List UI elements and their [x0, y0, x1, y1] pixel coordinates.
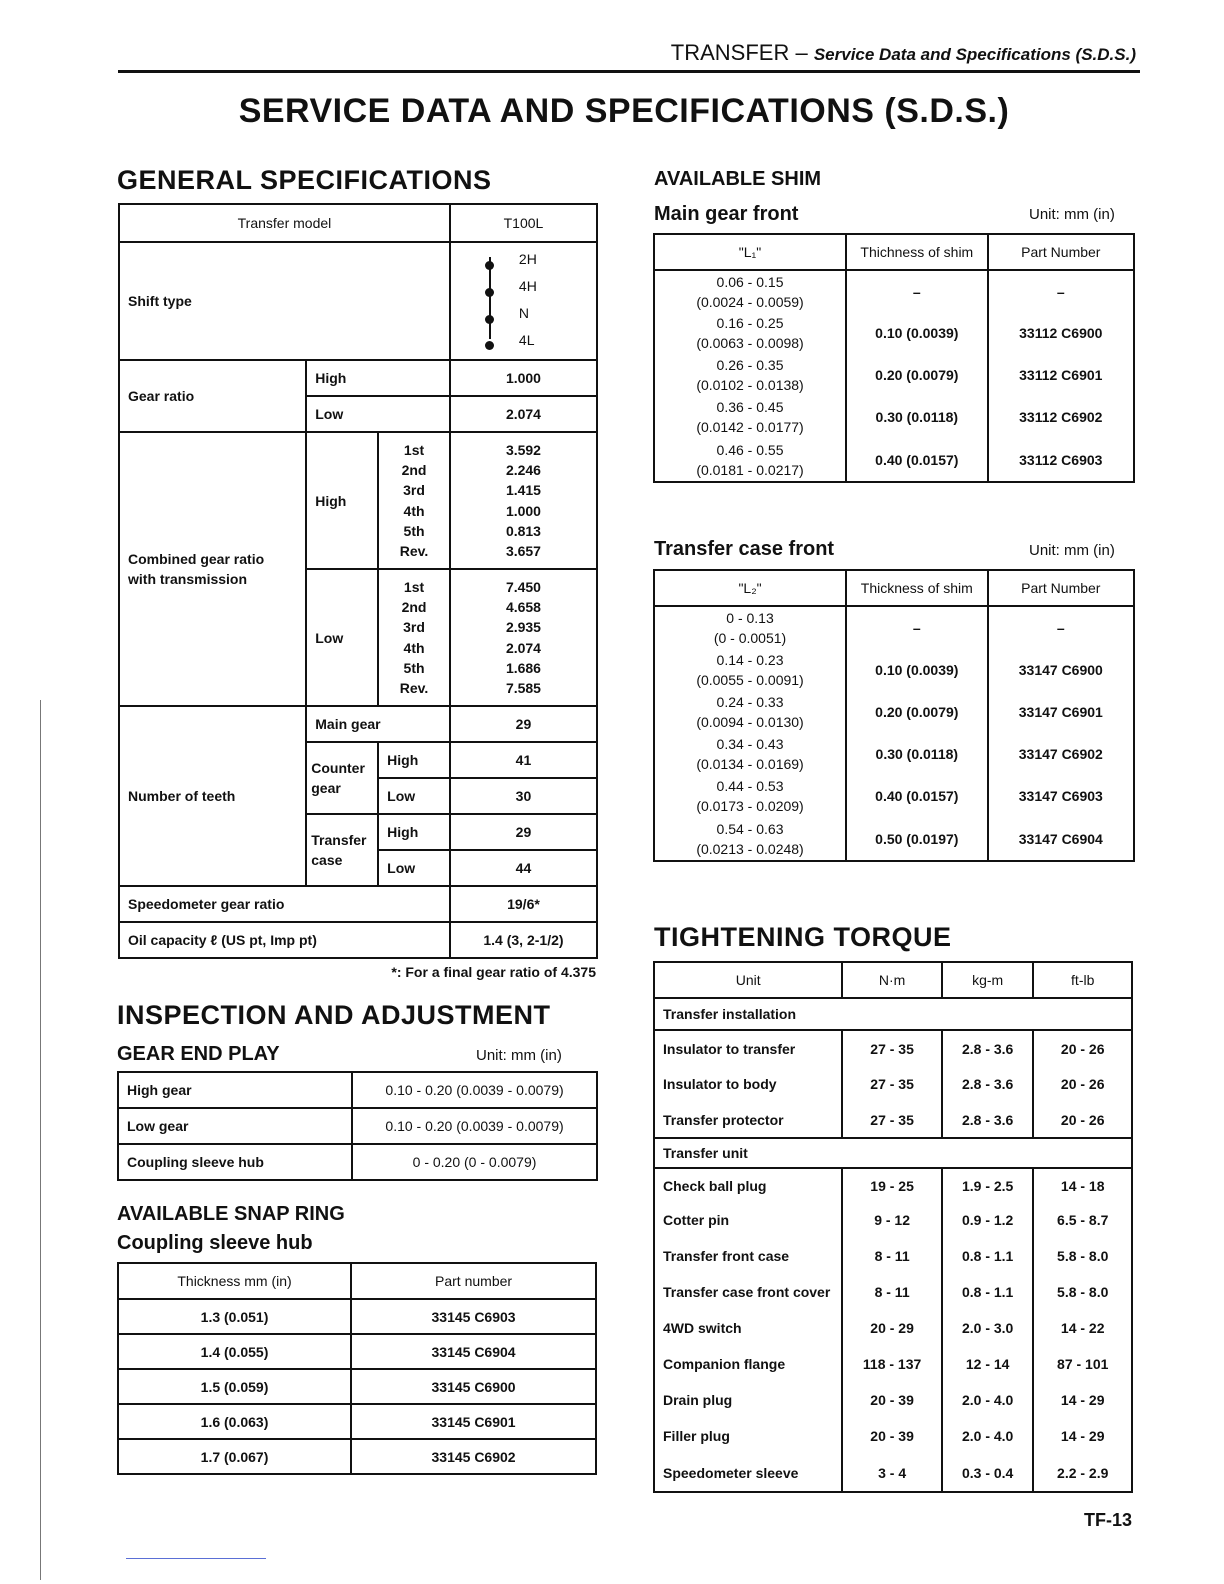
gear-ratio-low: 2.074 — [450, 396, 597, 432]
table-row — [118, 1439, 596, 1474]
transfer-case-high-value: 29 — [450, 814, 597, 850]
main-l1: 0.26 - 0.35 (0.0102 - 0.0138) — [654, 354, 846, 396]
main-l1: 0.16 - 0.25 (0.0063 - 0.0098) — [654, 312, 846, 354]
main-part: 33112 C6903 — [988, 438, 1134, 482]
case-l2: 0 - 0.13 (0 - 0.0051) — [654, 606, 846, 649]
snap-ring-thickness: 1.5 (0.059) — [118, 1369, 351, 1404]
case-thickness: 0.20 (0.0079) — [846, 691, 988, 733]
torque-nm: 19 - 25 — [842, 1168, 942, 1202]
torque-nm: 27 - 35 — [842, 1102, 942, 1138]
case-thickness: 0.10 (0.0039) — [846, 649, 988, 691]
table-row — [654, 1274, 1132, 1310]
case-thickness: 0.30 (0.0118) — [846, 733, 988, 775]
combined-high-values: 3.592 2.246 1.415 1.000 0.813 3.657 — [450, 432, 597, 569]
table-row — [654, 1382, 1132, 1418]
torque-col-kgm: kg-m — [942, 962, 1034, 998]
main-col-thickness: Thichness of shim — [846, 234, 988, 270]
torque-item: Insulator to body — [654, 1066, 842, 1102]
table-row — [654, 1168, 1132, 1202]
torque-kgm: 0.8 - 1.1 — [942, 1274, 1034, 1310]
torque-kgm: 0.8 - 1.1 — [942, 1238, 1034, 1274]
snap-ring-part: 33145 C6900 — [351, 1369, 596, 1404]
torque-nm: 8 - 11 — [842, 1238, 942, 1274]
left-binding-line — [40, 700, 41, 1580]
torque-nm: 20 - 29 — [842, 1310, 942, 1346]
counter-low-label: Low — [378, 778, 450, 814]
case-col-part: Part Number — [988, 570, 1134, 606]
table-row — [654, 1102, 1132, 1138]
end-play-value: 0.10 - 0.20 (0.0039 - 0.0079) — [352, 1108, 597, 1144]
case-col-l2: "L₂" — [654, 570, 846, 606]
torque-kgm: 1.9 - 2.5 — [942, 1168, 1034, 1202]
table-row — [654, 312, 1134, 354]
main-part: 33112 C6902 — [988, 396, 1134, 438]
shim-heading: AVAILABLE SHIM — [654, 168, 822, 190]
case-l2: 0.34 - 0.43 (0.0134 - 0.0169) — [654, 733, 846, 775]
snap-ring-heading: AVAILABLE SNAP RING — [117, 1203, 345, 1225]
snap-ring-table — [117, 1262, 597, 1475]
case-thickness: 0.40 (0.0157) — [846, 775, 988, 817]
case-front-table — [653, 569, 1135, 862]
torque-kgm: 0.9 - 1.2 — [942, 1202, 1034, 1238]
shift-dot-n — [485, 311, 494, 327]
torque-ftlb: 20 - 26 — [1033, 1066, 1132, 1102]
transfer-case-low-label: Low — [378, 850, 450, 886]
torque-item: Insulator to transfer — [654, 1030, 842, 1066]
case-l2: 0.24 - 0.33 (0.0094 - 0.0130) — [654, 691, 846, 733]
torque-kgm: 0.3 - 0.4 — [942, 1454, 1034, 1492]
torque-item: 4WD switch — [654, 1310, 842, 1346]
table-row — [118, 1404, 596, 1439]
gear-ratio-low-label: Low — [306, 396, 450, 432]
main-gear-front-table — [653, 233, 1135, 483]
table-row — [654, 691, 1134, 733]
torque-kgm: 2.8 - 3.6 — [942, 1102, 1034, 1138]
combined-high-label: High — [306, 432, 378, 569]
case-l2: 0.44 - 0.53 (0.0173 - 0.0209) — [654, 775, 846, 817]
shift-type-diagram — [450, 242, 597, 360]
table-row — [654, 438, 1134, 482]
table-row — [654, 1418, 1132, 1454]
case-part: 33147 C6900 — [988, 649, 1134, 691]
snap-ring-part: 33145 C6902 — [351, 1439, 596, 1474]
table-row — [654, 354, 1134, 396]
main-part: – — [988, 270, 1134, 312]
torque-kgm: 2.8 - 3.6 — [942, 1030, 1034, 1066]
combined-ratio-label: Combined gear ratio with transmission — [119, 432, 306, 706]
end-play-label: Low gear — [118, 1108, 352, 1144]
transfer-model-label: Transfer model — [119, 204, 450, 242]
shift-dot-4h — [485, 284, 494, 300]
table-row — [654, 396, 1134, 438]
snap-ring-subheading: Coupling sleeve hub — [117, 1232, 313, 1254]
table-row — [118, 1072, 597, 1108]
end-play-value: 0.10 - 0.20 (0.0039 - 0.0079) — [352, 1072, 597, 1108]
shift-dot-2h — [485, 257, 494, 273]
torque-item: Transfer case front cover — [654, 1274, 842, 1310]
header-subtitle: Service Data and Specifications (S.D.S.) — [813, 45, 1136, 64]
case-front-unit: Unit: mm (in) — [1029, 542, 1115, 559]
torque-col-unit: Unit — [654, 962, 842, 998]
combined-low-gears: 1st 2nd 3rd 4th 5th Rev. — [378, 569, 450, 706]
shift-dot-4l — [485, 337, 494, 353]
main-thickness: 0.20 (0.0079) — [846, 354, 988, 396]
torque-kgm: 12 - 14 — [942, 1346, 1034, 1382]
speedometer-label: Speedometer gear ratio — [119, 886, 450, 922]
snap-ring-thickness: 1.6 (0.063) — [118, 1404, 351, 1439]
main-thickness: 0.30 (0.0118) — [846, 396, 988, 438]
torque-ftlb: 87 - 101 — [1033, 1346, 1132, 1382]
snap-ring-thickness: 1.7 (0.067) — [118, 1439, 351, 1474]
running-header: TRANSFER – Service Data and Specifications (S.D.S.) — [670, 40, 1136, 65]
main-gear-value: 29 — [450, 706, 597, 742]
table-row — [654, 817, 1134, 861]
torque-group-unit: Transfer unit — [654, 1138, 1132, 1168]
main-gear-front-unit: Unit: mm (in) — [1029, 206, 1115, 223]
snap-ring-part: 33145 C6904 — [351, 1334, 596, 1369]
case-part: 33147 C6902 — [988, 733, 1134, 775]
gear-ratio-high-label: High — [306, 360, 450, 396]
torque-ftlb: 14 - 29 — [1033, 1382, 1132, 1418]
main-col-part: Part Number — [988, 234, 1134, 270]
table-row — [118, 1334, 596, 1369]
teeth-label: Number of teeth — [119, 706, 306, 886]
torque-item: Transfer protector — [654, 1102, 842, 1138]
inspection-heading: INSPECTION AND ADJUSTMENT — [117, 1000, 551, 1030]
case-part: 33147 C6901 — [988, 691, 1134, 733]
snap-ring-thickness: 1.3 (0.051) — [118, 1299, 351, 1334]
table-row — [118, 1369, 596, 1404]
torque-nm: 27 - 35 — [842, 1030, 942, 1066]
snap-ring-part: 33145 C6901 — [351, 1404, 596, 1439]
end-play-label: Coupling sleeve hub — [118, 1144, 352, 1180]
table-row — [118, 1144, 597, 1180]
table-row — [654, 606, 1134, 649]
torque-nm: 118 - 137 — [842, 1346, 942, 1382]
torque-ftlb: 20 - 26 — [1033, 1102, 1132, 1138]
torque-nm: 3 - 4 — [842, 1454, 942, 1492]
torque-ftlb: 14 - 18 — [1033, 1168, 1132, 1202]
torque-kgm: 2.0 - 3.0 — [942, 1310, 1034, 1346]
transfer-model-value: T100L — [450, 204, 597, 242]
torque-group-installation: Transfer installation — [654, 998, 1132, 1030]
table-row — [654, 1030, 1132, 1066]
general-specs-heading: GENERAL SPECIFICATIONS — [117, 165, 492, 195]
snap-ring-col-thickness: Thickness mm (in) — [118, 1263, 351, 1299]
main-thickness: 0.10 (0.0039) — [846, 312, 988, 354]
torque-item: Transfer front case — [654, 1238, 842, 1274]
torque-item: Cotter pin — [654, 1202, 842, 1238]
shift-pos-4h: 4H — [518, 278, 537, 294]
torque-item: Companion flange — [654, 1346, 842, 1382]
combined-high-gears: 1st 2nd 3rd 4th 5th Rev. — [378, 432, 450, 569]
gear-end-play-table — [117, 1071, 598, 1181]
oil-capacity-value: 1.4 (3, 2-1/2) — [450, 922, 597, 958]
transfer-case-label: Transfer case — [306, 814, 378, 886]
transfer-case-low-value: 44 — [450, 850, 597, 886]
footer-link-line — [126, 1558, 266, 1559]
torque-ftlb: 5.8 - 8.0 — [1033, 1274, 1132, 1310]
case-col-thickness: Thickness of shim — [846, 570, 988, 606]
shift-type-label: Shift type — [119, 242, 450, 360]
case-l2: 0.14 - 0.23 (0.0055 - 0.0091) — [654, 649, 846, 691]
snap-ring-col-part: Part number — [351, 1263, 596, 1299]
page-number: TF-13 — [1084, 1510, 1133, 1530]
torque-ftlb: 14 - 29 — [1033, 1418, 1132, 1454]
torque-kgm: 2.0 - 4.0 — [942, 1382, 1034, 1418]
table-row — [654, 1346, 1132, 1382]
table-row — [118, 1108, 597, 1144]
gear-end-play-unit: Unit: mm (in) — [476, 1047, 562, 1064]
transfer-case-high-label: High — [378, 814, 450, 850]
case-part: 33147 C6904 — [988, 817, 1134, 861]
torque-heading: TIGHTENING TORQUE — [654, 922, 952, 952]
torque-item: Speedometer sleeve — [654, 1454, 842, 1492]
table-row — [654, 775, 1134, 817]
case-thickness: 0.50 (0.0197) — [846, 817, 988, 861]
main-gear-front-heading: Main gear front — [654, 203, 799, 225]
torque-item: Check ball plug — [654, 1168, 842, 1202]
combined-low-values: 7.450 4.658 2.935 2.074 1.686 7.585 — [450, 569, 597, 706]
shift-pos-4l: 4L — [518, 332, 535, 348]
gear-end-play-heading: GEAR END PLAY — [117, 1043, 280, 1065]
table-row — [654, 1066, 1132, 1102]
main-part: 33112 C6901 — [988, 354, 1134, 396]
counter-gear-label: Counter gear — [306, 742, 378, 814]
torque-kgm: 2.0 - 4.0 — [942, 1418, 1034, 1454]
torque-col-nm: N·m — [842, 962, 942, 998]
combined-low-label: Low — [306, 569, 378, 706]
main-thickness: 0.40 (0.0157) — [846, 438, 988, 482]
table-row — [654, 733, 1134, 775]
case-l2: 0.54 - 0.63 (0.0213 - 0.0248) — [654, 817, 846, 861]
table-row — [654, 1202, 1132, 1238]
counter-low-value: 30 — [450, 778, 597, 814]
counter-high-label: High — [378, 742, 450, 778]
case-part: 33147 C6903 — [988, 775, 1134, 817]
table-row — [654, 649, 1134, 691]
main-l1: 0.46 - 0.55 (0.0181 - 0.0217) — [654, 438, 846, 482]
main-part: 33112 C6900 — [988, 312, 1134, 354]
snap-ring-part: 33145 C6903 — [351, 1299, 596, 1334]
main-thickness: – — [846, 270, 988, 312]
torque-ftlb: 6.5 - 8.7 — [1033, 1202, 1132, 1238]
final-ratio-footnote: *: For a final gear ratio of 4.375 — [391, 964, 596, 980]
torque-ftlb: 20 - 26 — [1033, 1030, 1132, 1066]
end-play-label: High gear — [118, 1072, 352, 1108]
gear-ratio-label: Gear ratio — [119, 360, 306, 432]
torque-ftlb: 2.2 - 2.9 — [1033, 1454, 1132, 1492]
oil-capacity-label: Oil capacity ℓ (US pt, Imp pt) — [119, 922, 450, 958]
case-part: – — [988, 606, 1134, 649]
torque-nm: 27 - 35 — [842, 1066, 942, 1102]
torque-table — [653, 961, 1133, 1493]
snap-ring-thickness: 1.4 (0.055) — [118, 1334, 351, 1369]
table-row — [654, 270, 1134, 312]
table-row — [654, 1454, 1132, 1492]
case-front-heading: Transfer case front — [654, 538, 835, 560]
header-section: TRANSFER — [670, 40, 790, 65]
torque-item: Drain plug — [654, 1382, 842, 1418]
torque-col-ftlb: ft-lb — [1033, 962, 1132, 998]
main-l1: 0.36 - 0.45 (0.0142 - 0.0177) — [654, 396, 846, 438]
gear-ratio-high: 1.000 — [450, 360, 597, 396]
torque-nm: 8 - 11 — [842, 1274, 942, 1310]
main-l1: 0.06 - 0.15 (0.0024 - 0.0059) — [654, 270, 846, 312]
shift-pos-2h: 2H — [518, 251, 537, 267]
torque-kgm: 2.8 - 3.6 — [942, 1066, 1034, 1102]
case-thickness: – — [846, 606, 988, 649]
header-rule — [118, 70, 1140, 73]
main-col-l1: "L₁" — [654, 234, 846, 270]
table-row — [654, 1238, 1132, 1274]
counter-high-value: 41 — [450, 742, 597, 778]
page-title: SERVICE DATA AND SPECIFICATIONS (S.D.S.) — [238, 92, 1010, 130]
torque-ftlb: 14 - 22 — [1033, 1310, 1132, 1346]
end-play-value: 0 - 0.20 (0 - 0.0079) — [352, 1144, 597, 1180]
general-specs-table — [118, 203, 598, 959]
table-row — [118, 1299, 596, 1334]
shift-pos-n: N — [518, 305, 530, 321]
torque-nm: 9 - 12 — [842, 1202, 942, 1238]
torque-nm: 20 - 39 — [842, 1382, 942, 1418]
torque-nm: 20 - 39 — [842, 1418, 942, 1454]
main-gear-label: Main gear — [306, 706, 450, 742]
torque-ftlb: 5.8 - 8.0 — [1033, 1238, 1132, 1274]
torque-item: Filler plug — [654, 1418, 842, 1454]
table-row — [654, 1310, 1132, 1346]
speedometer-value: 19/6* — [450, 886, 597, 922]
